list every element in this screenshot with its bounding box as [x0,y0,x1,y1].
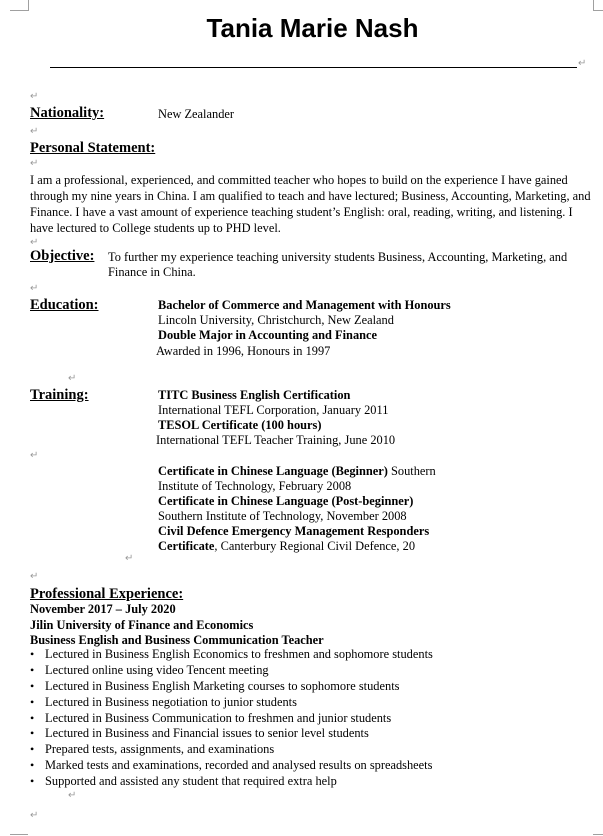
award-dates: Awarded in 1996, Honours in 1997 [156,343,331,358]
job-employer: Jilin University of Finance and Economics [30,617,254,632]
paragraph-mark-icon: ↵ [68,373,77,384]
page-corner-mark [593,0,603,11]
nationality-value: New Zealander [158,107,235,121]
list-item: • Marked tests and examinations, recorded and analysed results on spreadsheets [30,758,433,774]
paragraph-mark-icon: ↵ [30,450,39,461]
job-duties-list [30,647,433,790]
certification-title: TITC Business English Certification [158,388,351,402]
paragraph-mark-icon: ↵ [125,553,134,564]
job-role: Business English and Business Communication Teacher [30,633,324,647]
job-period: November 2017 – July 2020 [30,602,176,616]
paragraph-mark-icon: ↵ [30,571,39,582]
certificate-line: Civil Defence Emergency Management Responders [158,524,430,538]
objective-text: To further my experience teaching university students Business, Accounting, Marketing, and Finance in China. [108,250,568,279]
certificate-line: Southern Institute of Technology, November 2008 [158,509,407,523]
page-corner-mark [10,0,29,11]
certification-title: TESOL Certificate (100 hours) [158,418,322,432]
resume-name-title: Tania Marie Nash [206,13,419,43]
personal-statement-heading: Personal Statement: [30,140,156,156]
institution: Lincoln University, Christchurch, New Zealand [158,313,394,328]
training-details [158,388,395,448]
certificate-line: Institute of Technology, February 2008 [158,479,352,493]
training-heading: Training: [30,387,89,403]
list-item: • Lectured in Business and Financial issues to senior level students [30,726,433,742]
paragraph-mark-icon: ↵ [30,158,39,169]
certificate-line: Certificate, Canterbury Regional Civil Defence, 20 [158,539,416,553]
education-details [158,298,451,359]
certificate-line: Certificate in Chinese Language (Beginner) Southern [158,464,436,478]
list-item: • Prepared tests, assignments, and examinations [30,742,433,758]
certification-provider: International TEFL Corporation, January 2011 [158,403,389,417]
list-item: • Supported and assisted any student that required extra help [30,774,433,790]
paragraph-mark-icon: ↵ [30,283,39,294]
experience-heading: Professional Experience: [30,586,184,602]
paragraph-mark-icon: ↵ [30,91,39,102]
paragraph-mark-icon: ↵ [578,58,587,69]
paragraph-mark-icon: ↵ [30,237,39,248]
list-item: • Lectured in Business English Marketing courses to sophomore students [30,679,433,695]
list-item: • Lectured in Business negotiation to junior students [30,695,433,711]
additional-certificates [158,464,436,554]
education-heading: Education: [30,297,99,313]
personal-statement-text: I am a professional, experienced, and committed teacher who hopes to build on the experience I have gained through my nine years in China. I am qualified to teach and have lectured; Business, Accounting, Marketing, and Finance. I have a vast amount of experience teaching student’s English: oral, reading, writing, and listening. I have lectured to College students up to PHD level. [30,173,591,235]
title-underline-rule [50,67,577,68]
objective-heading: Objective: [30,248,95,264]
job-header [30,602,324,649]
degree-title: Bachelor of Commerce and Management with Honours [158,298,451,312]
list-item: • Lectured online using video Tencent meeting [30,663,433,679]
certification-provider: International TEFL Teacher Training, June 2010 [156,433,396,447]
certificate-line: Certificate in Chinese Language (Post-beginner) [158,494,414,508]
list-item: • Lectured in Business Communication to freshmen and junior students [30,711,433,727]
degree-major: Double Major in Accounting and Finance [158,328,378,343]
list-item: • Lectured in Business English Economics to freshmen and sophomore students [30,647,433,663]
paragraph-mark-icon: ↵ [30,126,39,137]
nationality-heading: Nationality: [30,105,105,121]
paragraph-mark-icon: ↵ [68,790,77,801]
paragraph-mark-icon: ↵ [30,810,39,821]
